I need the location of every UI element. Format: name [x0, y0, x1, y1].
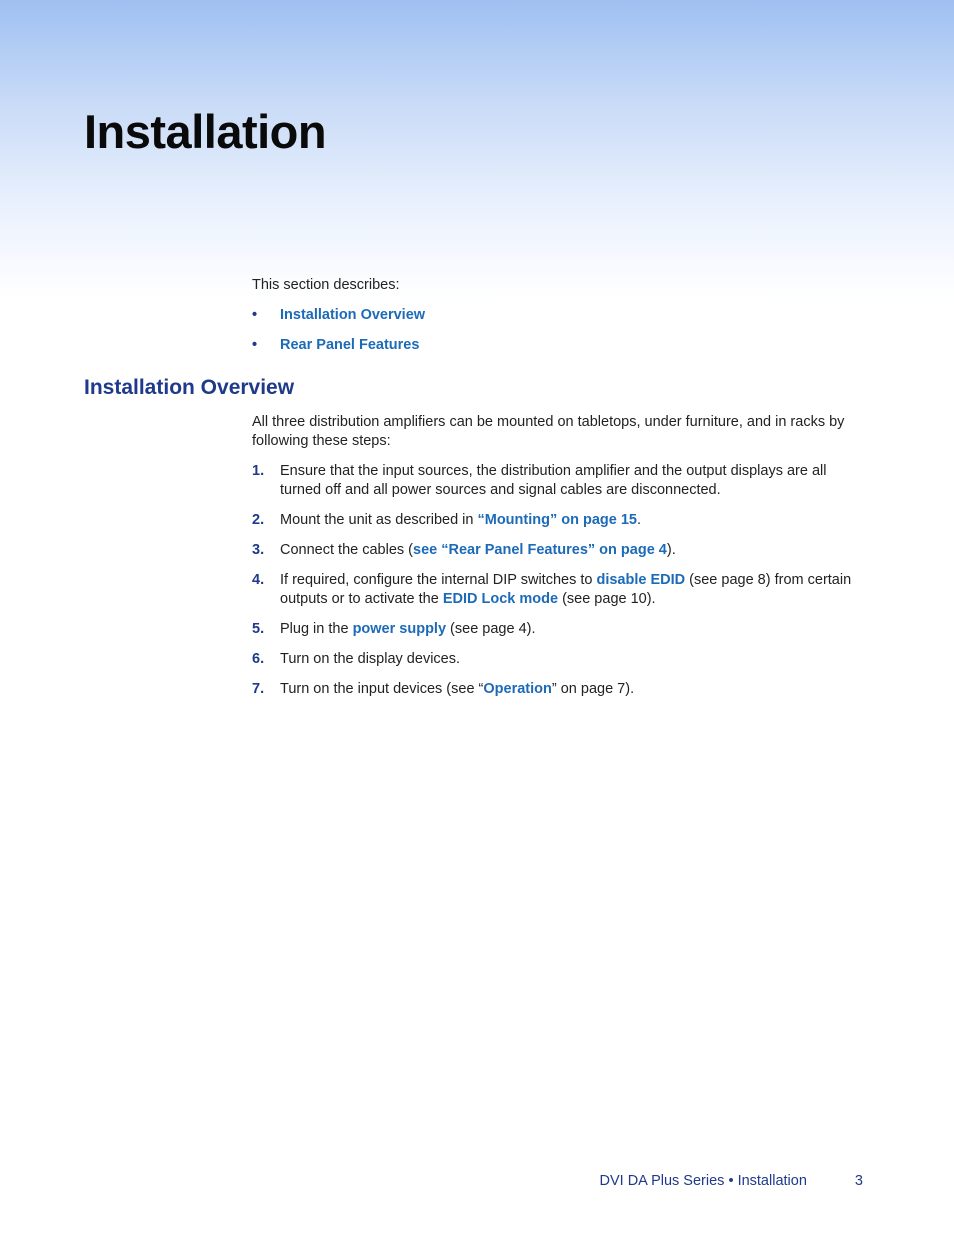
- step-item: [252, 462, 862, 500]
- footer-product: DVI DA Plus Series: [599, 1173, 725, 1189]
- step-number: 3.: [252, 542, 265, 558]
- step-item: [252, 680, 862, 699]
- step-number: 7.: [252, 681, 265, 697]
- bullet-icon: •: [252, 307, 258, 323]
- step-text: (see page 8) from certain outputs or to activate the: [280, 572, 852, 607]
- step-number: 1.: [252, 463, 265, 479]
- cross-reference-link[interactable]: see “Rear Panel Features” on page 4: [413, 542, 667, 558]
- page-number: 3: [854, 1173, 863, 1189]
- footer-section: Installation: [737, 1173, 807, 1189]
- step-text: ” on page 7).: [551, 681, 635, 697]
- step-number: 2.: [252, 512, 265, 528]
- step-text: (see page 4).: [446, 621, 536, 637]
- overview-paragraph: All three distribution amplifiers can be mounted on tabletops, under furniture, and in racks by following these steps:: [252, 414, 845, 449]
- step-text: (see page 10).: [558, 591, 656, 607]
- section-link-list: [252, 306, 862, 355]
- list-item: [252, 306, 862, 325]
- cross-reference-link[interactable]: EDID Lock mode: [442, 591, 559, 607]
- link-rear-panel-features[interactable]: Rear Panel Features: [280, 337, 420, 353]
- step-text: Mount the unit as described in: [280, 512, 478, 528]
- step-item: [252, 511, 862, 530]
- bullet-icon: •: [252, 337, 258, 353]
- section-heading: Installation Overview: [84, 376, 295, 399]
- footer-separator: •: [728, 1173, 734, 1189]
- list-item: [252, 336, 862, 355]
- step-item: [252, 620, 862, 639]
- chapter-title: Installation: [84, 105, 327, 158]
- intro-lead: This section describes:: [252, 277, 400, 293]
- link-installation-overview[interactable]: Installation Overview: [280, 307, 426, 323]
- intro-section: [252, 276, 862, 366]
- overview-body: [252, 413, 862, 710]
- step-item: [252, 650, 862, 669]
- step-number: 4.: [252, 572, 265, 588]
- cross-reference-link[interactable]: power supply: [352, 621, 447, 637]
- page-footer: [600, 1173, 864, 1189]
- step-text: Ensure that the input sources, the distribution amplifier and the output displays are all turned off and all power sources and signal cables are disconnected.: [280, 463, 827, 498]
- step-text: Connect the cables (: [280, 542, 413, 558]
- step-number: 5.: [252, 621, 265, 637]
- step-item: [252, 541, 862, 560]
- step-text: Plug in the: [280, 621, 353, 637]
- step-text: Turn on the display devices.: [280, 651, 461, 667]
- step-item: [252, 571, 862, 609]
- step-number: 6.: [252, 651, 265, 667]
- step-text: .: [636, 512, 642, 528]
- step-text: ).: [666, 542, 676, 558]
- cross-reference-link[interactable]: “Mounting” on page 15: [477, 512, 637, 528]
- step-text: Turn on the input devices (see “: [280, 681, 484, 697]
- cross-reference-link[interactable]: disable EDID: [596, 572, 686, 588]
- step-text: If required, configure the internal DIP switches to: [280, 572, 597, 588]
- cross-reference-link[interactable]: Operation: [483, 681, 552, 697]
- installation-steps: [252, 462, 862, 699]
